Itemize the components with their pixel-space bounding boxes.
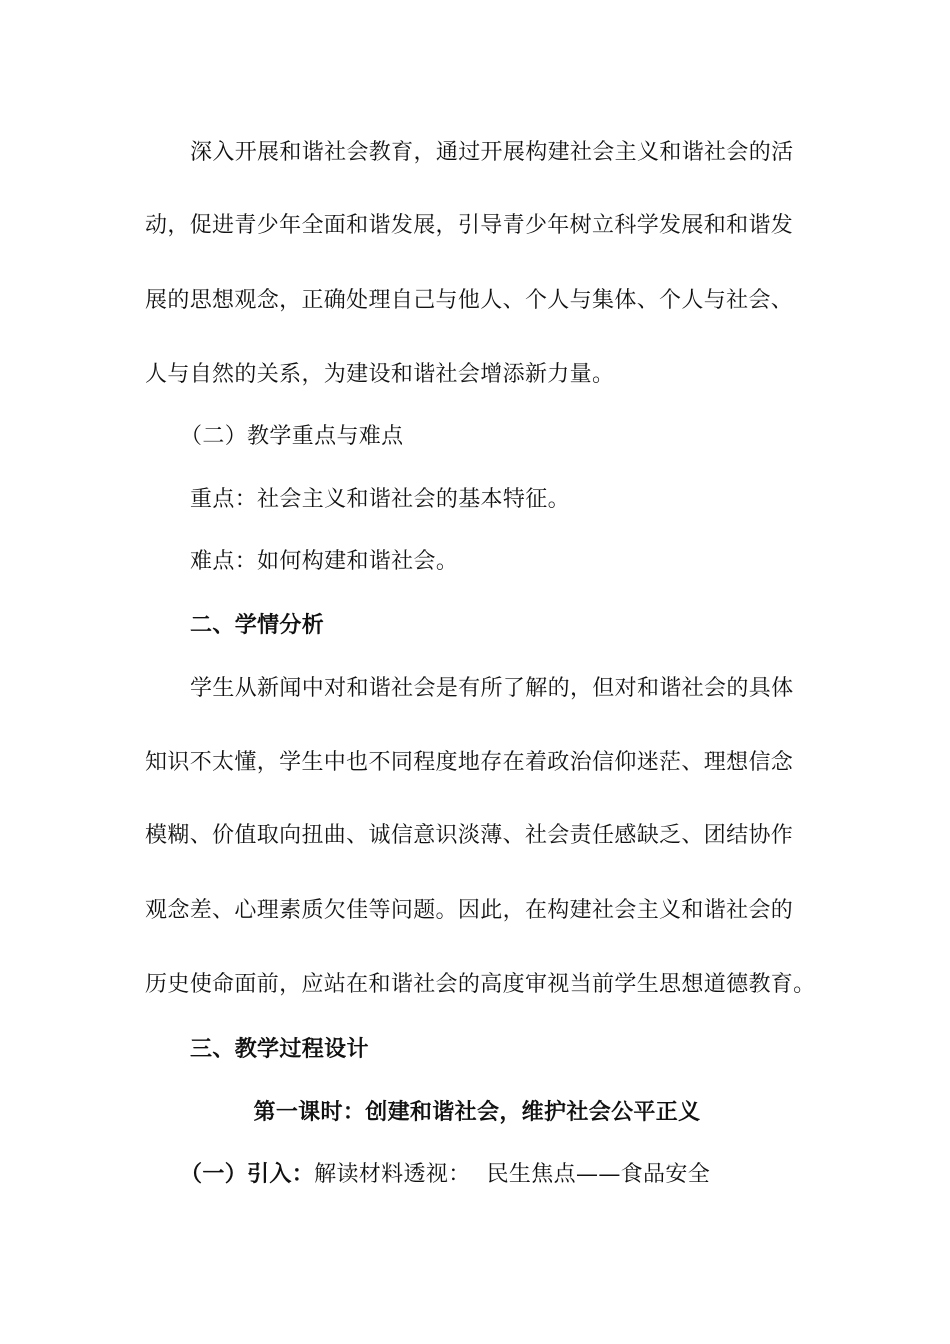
section-two-line-2: 知识不太懂，学生中也不同程度地存在着政治信仰迷茫、理想信念 bbox=[145, 750, 794, 775]
intro-paragraph-line-4: 人与自然的关系，为建设和谐社会增添新力量。 bbox=[145, 362, 615, 387]
section-two-line-5: 历史使命面前，应站在和谐社会的高度审视当前学生思想道德教育。 bbox=[145, 972, 816, 997]
section-two-line-1: 学生从新闻中对和谐社会是有所了解的，但对和谐社会的具体 bbox=[190, 676, 794, 701]
intro-text: 解读材料透视： bbox=[314, 1162, 471, 1187]
section-two-line-3: 模糊、价值取向扭曲、诚信意识淡薄、社会责任感缺乏、团结协作 bbox=[145, 823, 794, 848]
lesson-title: 第一课时：创建和谐社会，维护社会公平正义 bbox=[253, 1099, 701, 1125]
section-two-heading: 二、学情分析 bbox=[190, 612, 325, 638]
section-three-heading: 三、教学过程设计 bbox=[190, 1036, 369, 1062]
intro-paragraph-line-3: 展的思想观念，正确处理自己与他人、个人与集体、个人与社会、 bbox=[145, 288, 794, 313]
section-two-line-4: 观念差、心理素质欠佳等问题。因此，在构建社会主义和谐社会的 bbox=[145, 898, 794, 923]
key-point-focus: 重点：社会主义和谐社会的基本特征。 bbox=[190, 487, 570, 512]
intro-topic: 民生焦点——食品安全 bbox=[486, 1162, 711, 1187]
intro-label: （一）引入： bbox=[180, 1161, 315, 1187]
key-point-difficulty: 难点：如何构建和谐社会。 bbox=[190, 549, 459, 574]
intro-paragraph-line-1: 深入开展和谐社会教育，通过开展构建社会主义和谐社会的活 bbox=[190, 140, 794, 165]
intro-paragraph-line-2: 动，促进青少年全面和谐发展，引导青少年树立科学发展和和谐发 bbox=[145, 213, 794, 238]
intro-line bbox=[180, 1159, 844, 1190]
key-points-heading: （二）教学重点与难点 bbox=[180, 424, 404, 449]
